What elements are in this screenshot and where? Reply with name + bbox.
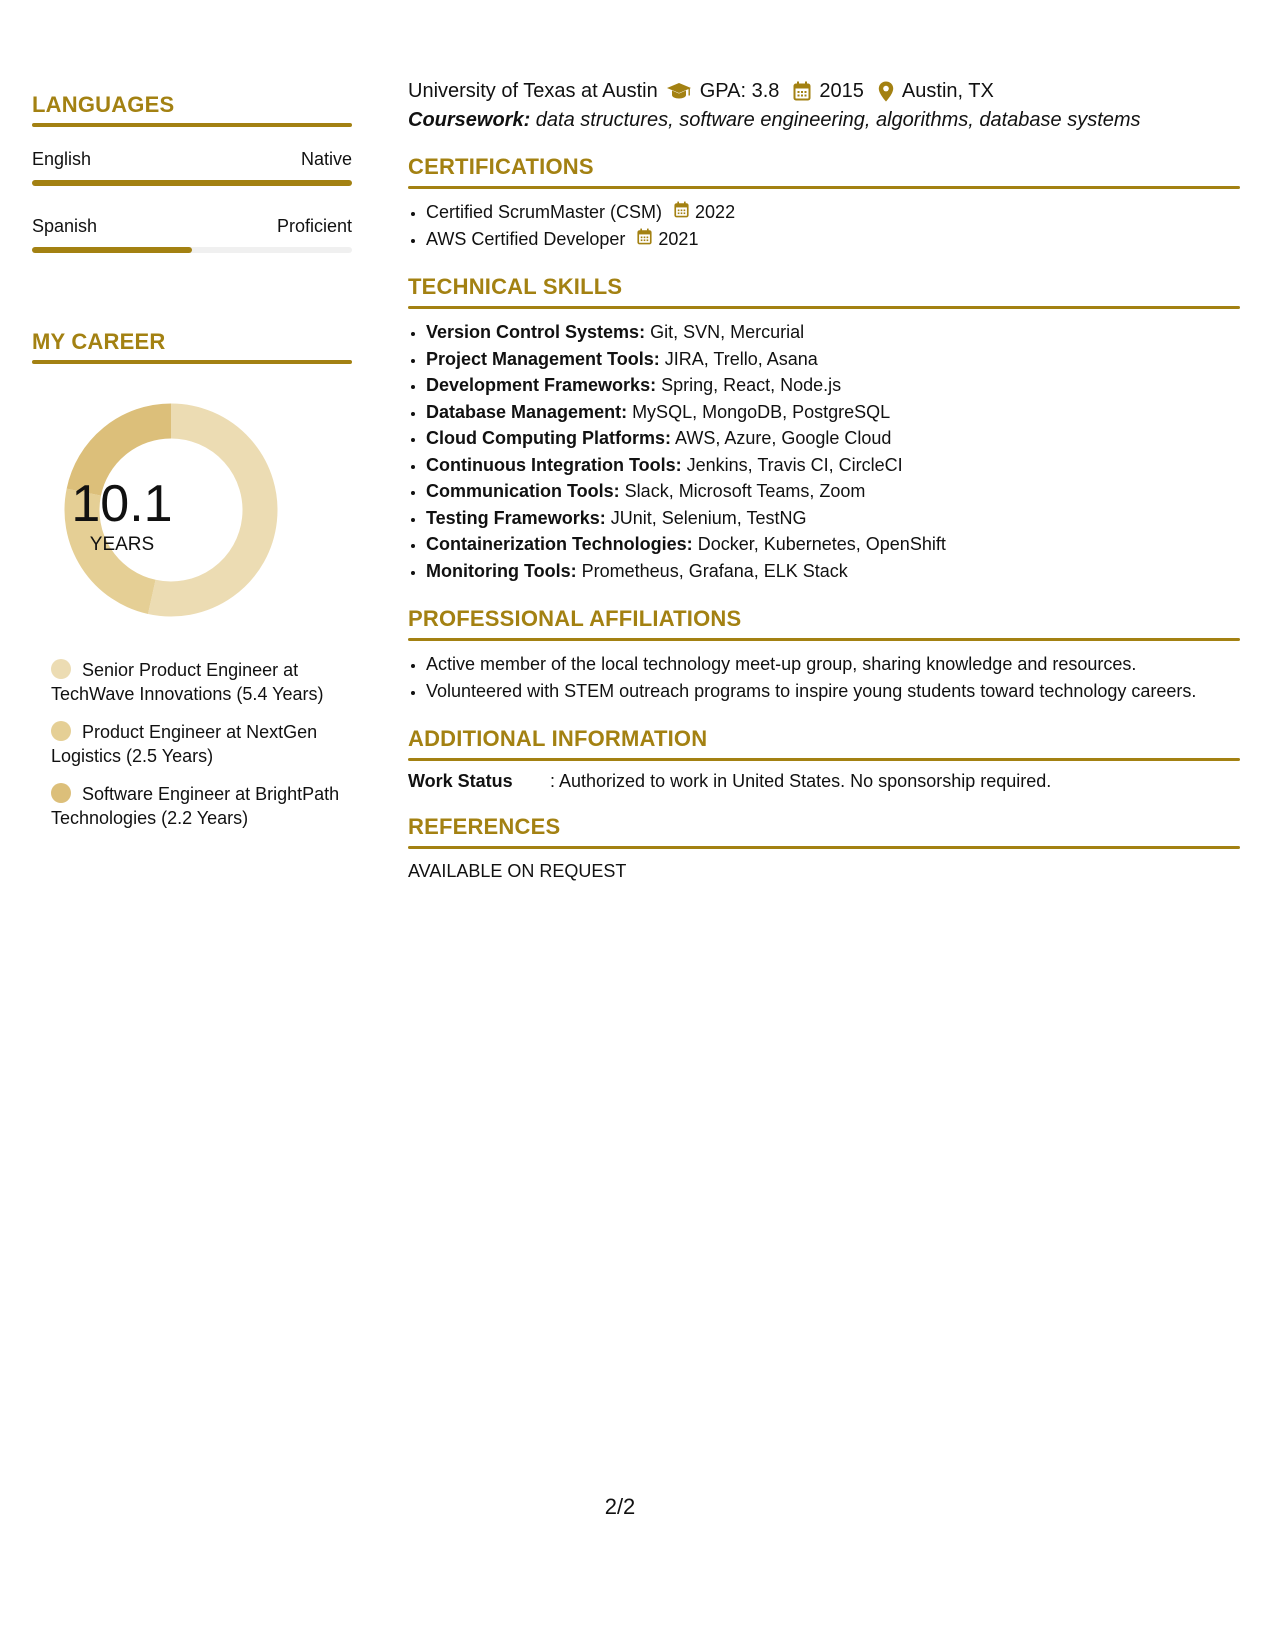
skill-value: Jenkins, Travis CI, CircleCI	[681, 454, 903, 475]
career-heading: MY CAREER	[32, 329, 166, 354]
list-item	[426, 346, 1240, 373]
skill-label: Testing Frameworks:	[426, 507, 606, 528]
list-item	[426, 478, 1240, 505]
work-status-value: : Authorized to work in United States. No sponsorship required.	[550, 771, 1052, 791]
affiliations-heading: PROFESSIONAL AFFILIATIONS	[408, 606, 742, 631]
skill-value: Spring, React, Node.js	[656, 375, 842, 395]
list-item	[426, 452, 1240, 479]
skills-rule	[408, 306, 1240, 309]
career-legend-label: Software Engineer at BrightPath Technologies (2.2 Years)	[51, 784, 340, 828]
language-level-fill	[32, 247, 192, 253]
skill-label: Communication Tools:	[426, 481, 620, 501]
additional-info-heading: ADDITIONAL INFORMATION	[408, 726, 708, 751]
certification-name: • Certified ScrumMaster (CSM)	[426, 202, 663, 222]
career-total-value: 10.1	[71, 475, 173, 533]
language-level-bar	[32, 247, 352, 253]
list-item	[426, 425, 1240, 452]
list-item: • Active member of the local technology meet-up group, sharing knowledge and resources.	[426, 651, 1240, 678]
skills-heading: TECHNICAL SKILLS	[408, 274, 623, 299]
graduation-cap-icon	[666, 81, 692, 101]
work-status-label: Work Status	[408, 771, 513, 791]
skill-value: JUnit, Selenium, TestNG	[605, 507, 807, 528]
career-legend-label: Product Engineer at NextGen Logistics (2.5 Years)	[51, 722, 318, 766]
education-school: University of Texas at Austin	[408, 79, 658, 102]
language-item	[32, 149, 352, 186]
list-item	[426, 399, 1240, 426]
skill-value: Slack, Microsoft Teams, Zoom	[619, 481, 866, 501]
list-item	[426, 372, 1240, 399]
certifications-heading: CERTIFICATIONS	[408, 154, 594, 179]
list-item	[426, 226, 1240, 253]
language-item	[32, 216, 352, 253]
list-item	[426, 531, 1240, 558]
career-legend	[32, 658, 352, 830]
references-text: AVAILABLE ON REQUEST	[408, 861, 627, 881]
career-total-unit: YEARS	[89, 534, 155, 555]
education-location: Austin, TX	[901, 79, 994, 102]
skill-value: Prometheus, Grafana, ELK Stack	[576, 560, 848, 581]
career-legend-item	[51, 658, 351, 706]
skill-value: Docker, Kubernetes, OpenShift	[692, 534, 946, 554]
page-number: 2/2	[604, 1494, 636, 1519]
calendar-icon	[637, 226, 652, 253]
language-name: English	[32, 149, 92, 169]
legend-dot	[51, 721, 71, 741]
additional-info-rule	[408, 758, 1240, 761]
list-item: • Volunteered with STEM outreach programs to inspire young students toward technology careers.	[426, 678, 1240, 705]
affiliations-rule	[408, 638, 1240, 641]
location-pin-icon	[878, 81, 894, 102]
language-level: Proficient	[276, 216, 352, 236]
career-legend-item	[51, 720, 351, 768]
skills-list	[408, 319, 1240, 584]
skill-label: Development Frameworks:	[426, 375, 657, 395]
skill-label: Project Management Tools:	[426, 348, 660, 369]
references-rule	[408, 846, 1240, 849]
list-item	[426, 505, 1240, 532]
education-gpa: GPA: 3.8	[699, 79, 780, 102]
education-year: 2015	[819, 79, 864, 102]
skill-label: Monitoring Tools:	[426, 560, 577, 581]
certifications-rule	[408, 186, 1240, 189]
language-name: Spanish	[32, 216, 98, 236]
calendar-icon	[674, 199, 689, 226]
career-rule	[32, 360, 352, 364]
left-column	[32, 92, 352, 844]
skill-value: JIRA, Trello, Asana	[659, 348, 818, 369]
coursework-line	[408, 109, 1240, 132]
career-legend-label: Senior Product Engineer at TechWave Innovations (5.4 Years)	[51, 660, 324, 704]
legend-dot	[51, 783, 71, 803]
language-level-bar	[32, 180, 352, 186]
list-item	[426, 319, 1240, 346]
calendar-icon	[793, 81, 811, 101]
certifications-list	[408, 199, 1240, 252]
language-level: Native	[300, 149, 352, 169]
skill-value: MySQL, MongoDB, PostgreSQL	[627, 401, 891, 422]
certification-year: 2022	[695, 202, 736, 222]
certification-year: 2021	[658, 228, 699, 249]
work-status-row	[408, 771, 1240, 792]
affiliations-list	[408, 651, 1240, 704]
languages-heading: LANGUAGES	[32, 92, 175, 117]
list-item	[426, 199, 1240, 226]
skill-value: AWS, Azure, Google Cloud	[670, 428, 892, 448]
legend-dot	[51, 659, 71, 679]
skill-label: Cloud Computing Platforms:	[426, 428, 671, 448]
skill-label: Continuous Integration Tools:	[426, 454, 682, 475]
skill-label: Version Control Systems:	[426, 322, 646, 342]
career-donut-chart	[32, 400, 352, 632]
coursework-text: data structures, software engineering, algorithms, database systems	[530, 109, 1141, 131]
education-line	[408, 78, 1240, 104]
language-level-fill	[32, 180, 352, 186]
list-item	[426, 558, 1240, 585]
coursework-label: Coursework:	[408, 109, 531, 131]
skill-label: Database Management:	[426, 401, 628, 422]
certification-name: • AWS Certified Developer	[426, 228, 626, 249]
languages-rule	[32, 123, 352, 127]
skill-value: Git, SVN, Mercurial	[645, 322, 805, 342]
right-column	[408, 78, 1240, 882]
skill-label: Containerization Technologies:	[426, 534, 693, 554]
career-legend-item	[51, 782, 351, 830]
references-heading: REFERENCES	[408, 814, 561, 839]
